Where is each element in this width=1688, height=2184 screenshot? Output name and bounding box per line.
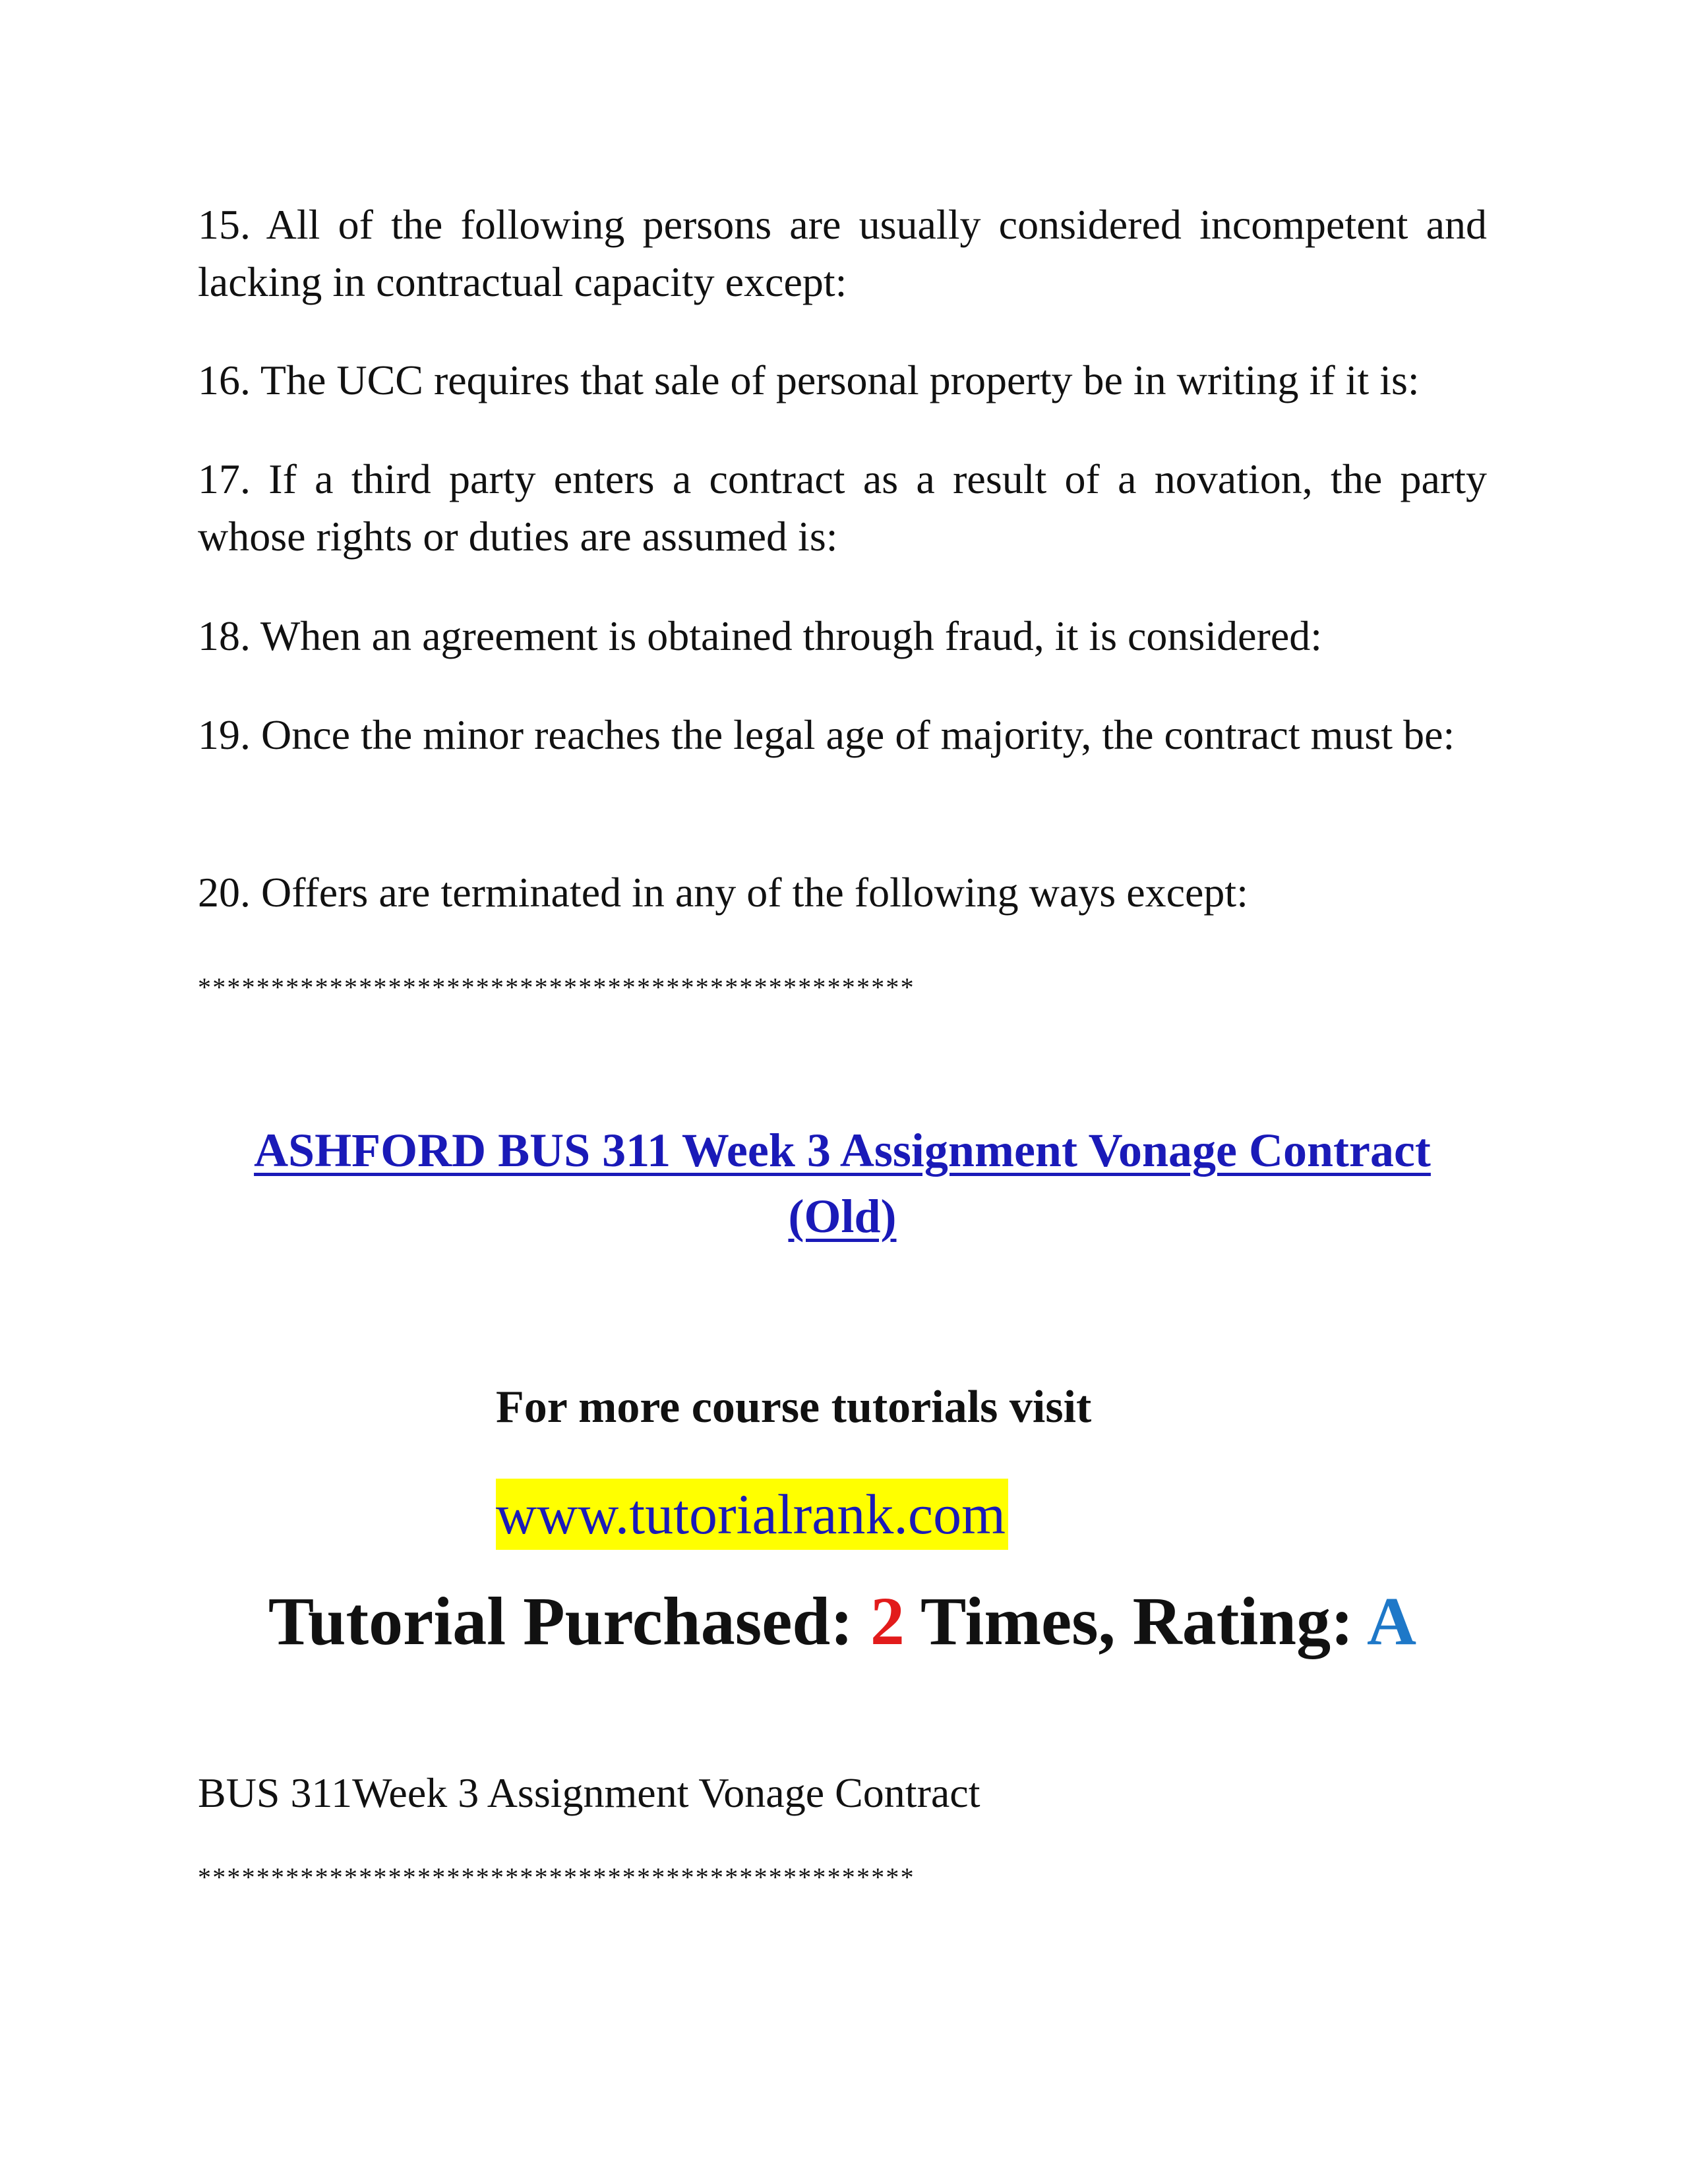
- question-16: 16. The UCC requires that sale of personal property be in writing if it is:: [198, 357, 1420, 403]
- purchased-count: 2: [870, 1583, 905, 1659]
- purchased-middle: Times, Rating:: [904, 1583, 1368, 1659]
- question-17: 17. If a third party enters a contract as a result of a novation, the party whose rights or duties are assumed is:: [198, 456, 1487, 560]
- visit-text: For more course tutorials visit: [496, 1382, 1092, 1432]
- purchase-rating-line: [198, 1582, 1487, 1661]
- assignment-title-line2[interactable]: (Old): [788, 1190, 897, 1243]
- separator-line: *************************************************: [198, 972, 915, 1002]
- separator-line-bottom: *************************************************: [198, 1862, 915, 1892]
- assignment-title-link[interactable]: [198, 1117, 1487, 1249]
- assignment-subtitle: BUS 311Week 3 Assignment Vonage Contract: [198, 1769, 980, 1816]
- purchased-prefix: Tutorial Purchased:: [268, 1583, 870, 1659]
- question-15: 15. All of the following persons are usually considered incompetent and lacking in contractual capacity except:: [198, 201, 1487, 305]
- question-19: 19. Once the minor reaches the legal age of majority, the contract must be:: [198, 711, 1455, 758]
- question-20: 20. Offers are terminated in any of the following ways except:: [198, 869, 1248, 916]
- site-link[interactable]: www.tutorialrank.com: [496, 1479, 1008, 1550]
- assignment-title-line1[interactable]: ASHFORD BUS 311 Week 3 Assignment Vonage Contract: [254, 1124, 1431, 1177]
- rating-grade: A: [1367, 1583, 1417, 1659]
- question-18: 18. When an agreement is obtained through fraud, it is considered:: [198, 612, 1322, 659]
